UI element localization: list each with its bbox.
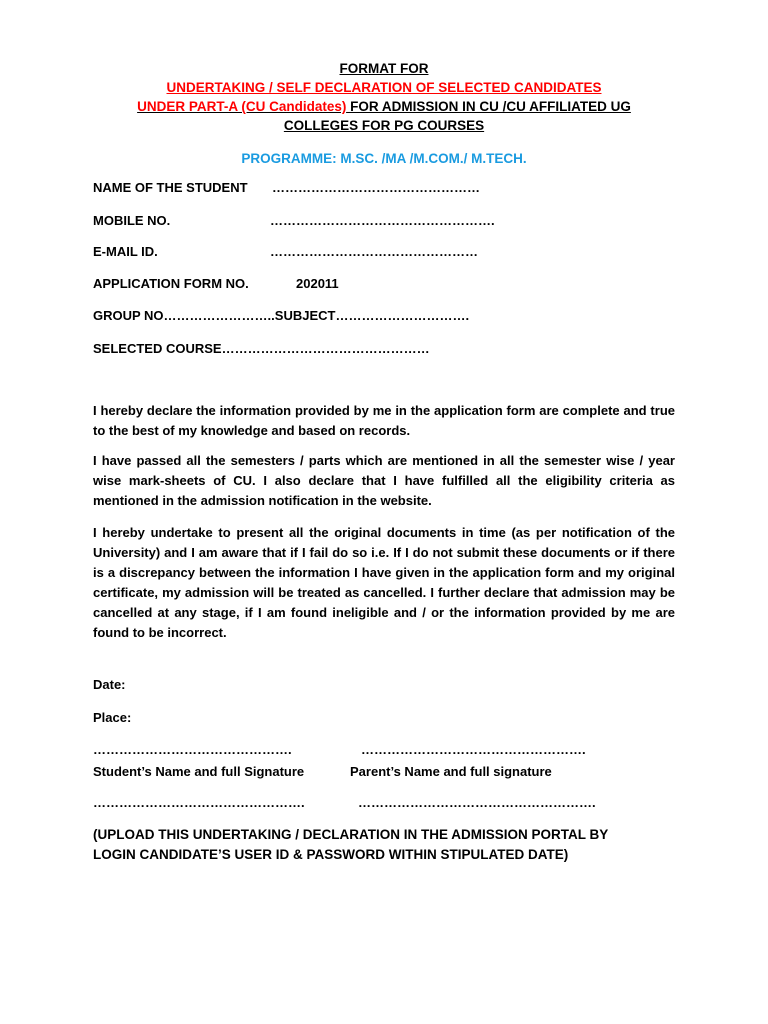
mobile-label: MOBILE NO. (93, 213, 171, 228)
parent-signature-dots: ……………………………………………. (361, 742, 586, 757)
declaration-paragraph-2: I have passed all the semesters / parts which are mentioned in all the semester wise / year wise mark-sheets of CU. I also declare that I have fulfilled all the eligibility criteria as mentioned in the admission notification in the website. (93, 453, 675, 508)
student-name-dots: …………………………………………. (93, 795, 305, 810)
place-label: Place: (93, 710, 132, 725)
name-dots: ………………………………………… (272, 180, 480, 195)
student-signature-dots: ………………………………………. (93, 742, 292, 757)
upload-instruction-line-2: LOGIN CANDIDATE’S USER ID & PASSWORD WITHIN STIPULATED DATE) (93, 847, 569, 862)
admission-title (0, 99, 768, 114)
group-subject-line: GROUP NO……………………..SUBJECT…………………………. (93, 308, 470, 323)
parent-signature-label: Parent’s Name and full signature (350, 764, 552, 779)
parent-name-dots: ………………………………………………. (358, 795, 596, 810)
declaration-paragraph-3: I hereby undertake to present all the original documents in time (as per notification of the University) and I am aware that if I fail do so i.e. If I do not submit these documents or if there is a discrepancy between the information I have given in the application form and my original certificate, my admission will be treated as cancelled. I further declare that admission may be cancelled at any stage, if I am found ineligible and / or the information provided by me are found to be incorrect. (93, 525, 675, 640)
mobile-dots: ……………………………………………. (270, 213, 495, 228)
upload-instruction-line-1: (UPLOAD THIS UNDERTAKING / DECLARATION IN THE ADMISSION PORTAL BY (93, 827, 609, 842)
application-form-label: APPLICATION FORM NO. (93, 276, 249, 291)
selected-course-line: SELECTED COURSE………………………………………… (93, 341, 430, 356)
format-title: FORMAT FOR (339, 61, 429, 76)
application-form-value: 202011 (296, 276, 339, 291)
email-label: E-MAIL ID. (93, 244, 158, 259)
email-dots: ………………………………………… (270, 244, 478, 259)
undertaking-title: UNDERTAKING / SELF DECLARATION OF SELECTED CANDIDATES (166, 80, 602, 95)
part-a-label: UNDER PART-A (CU Candidates) (137, 99, 347, 114)
declaration-paragraph-1: I hereby declare the information provided by me in the application form are complete and true to the best of my knowledge and based on records. (93, 403, 675, 438)
colleges-title: COLLEGES FOR PG COURSES (283, 118, 485, 133)
programme-line: PROGRAMME: M.SC. /MA /M.COM./ M.TECH. (241, 151, 527, 166)
date-label: Date: (93, 677, 126, 692)
admission-label: FOR ADMISSION IN CU /CU AFFILIATED UG (346, 99, 631, 114)
name-label: NAME OF THE STUDENT (93, 180, 248, 195)
student-signature-label: Student’s Name and full Signature (93, 764, 305, 779)
